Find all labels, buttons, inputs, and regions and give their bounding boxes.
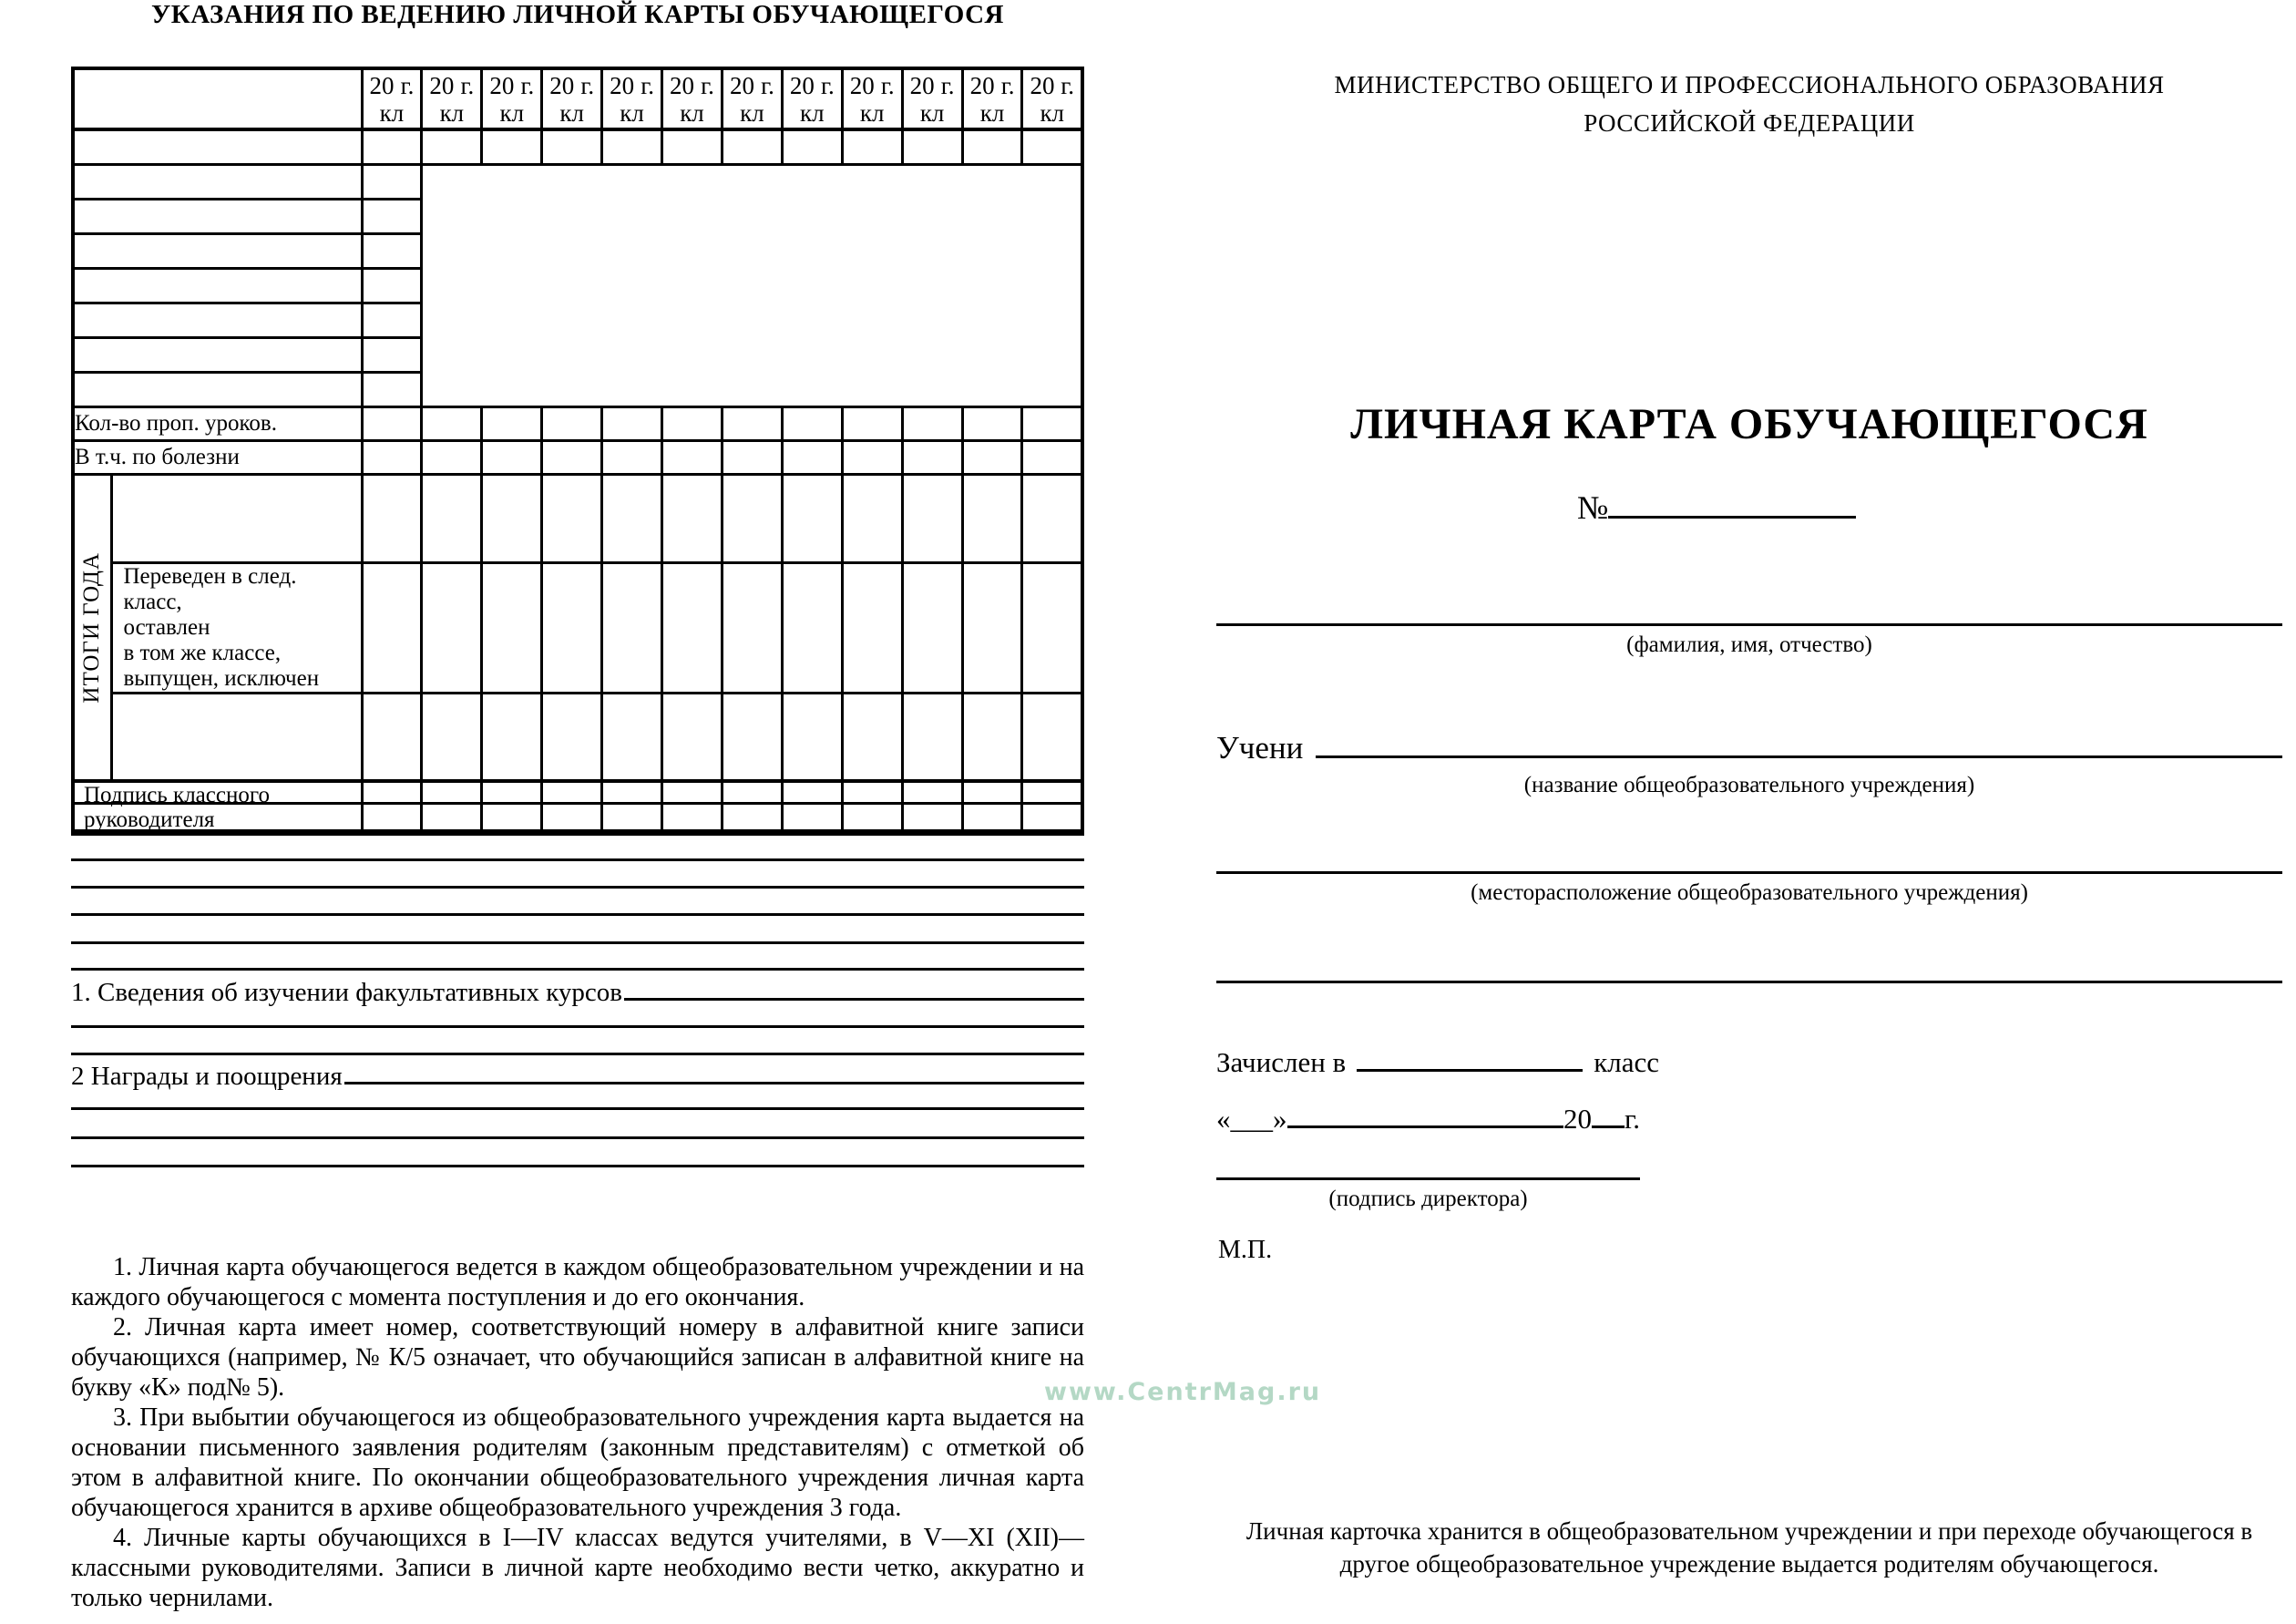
subject-blank-row [73, 129, 1082, 165]
signature-cell [662, 781, 723, 834]
grade-cell [782, 475, 842, 563]
year-class-header-cell [542, 68, 602, 129]
extra-blank-line [1216, 940, 2282, 983]
ruled-line [71, 1025, 1084, 1028]
school-location-caption: (месторасположение общеобразовательного учреждения) [1471, 880, 2028, 905]
grade-cell [722, 563, 782, 694]
ruled-line [71, 913, 1084, 916]
subject-name-cell [73, 269, 362, 303]
year-class-header-cell [482, 68, 542, 129]
year-label: 20 [429, 71, 455, 99]
full-name-blank-line [1216, 583, 2282, 626]
grade-cell [662, 129, 723, 165]
grade-cell [842, 563, 902, 694]
class-label: кл [800, 98, 825, 127]
title-page [1216, 0, 2282, 1624]
grade-cell [542, 441, 602, 475]
year-suffix-label: г. [580, 71, 595, 99]
school-location-blank-line [1216, 831, 2282, 874]
due-illness-row [73, 441, 1082, 475]
ruled-line [71, 968, 1084, 971]
year-results-empty-cell [111, 475, 362, 563]
signature-cell [842, 781, 902, 834]
grade-cell [782, 129, 842, 165]
year-label: 20 [489, 71, 515, 99]
instruction-paragraph-4: 4. Личные карты обучающихся в I—IV классах ведутся учителями, в V—XI (XII)—классными руководителями. Записи в личной карте необходимо вести четко, аккуратно и только чернилами. [71, 1524, 1084, 1612]
year-header-line [483, 72, 540, 99]
class-label: кл [680, 98, 704, 127]
grade-cell [842, 129, 902, 165]
grade-cell [1022, 563, 1082, 694]
promotion-line: Переведен в след. класс, [123, 564, 297, 614]
promotion-label-cell [111, 563, 362, 694]
grade-cell [362, 694, 422, 782]
class-label: кл [919, 98, 945, 127]
grade-cell [422, 694, 482, 782]
grade-cell [902, 441, 962, 475]
grade-cell [542, 563, 602, 694]
class-word: класс [1594, 1046, 1660, 1078]
class-label: кл [979, 98, 1005, 127]
enrolled-class-blank [1357, 1041, 1583, 1072]
year-suffix-label: г. [940, 71, 955, 99]
class-label: кл [740, 98, 764, 127]
year-header-line [784, 72, 841, 99]
school-name-caption: (название общеобразовательного учреждения) [1523, 773, 1975, 797]
year-results-empty-cell [111, 694, 362, 782]
year-class-header-cell [362, 68, 422, 129]
grade-cell [902, 475, 962, 563]
student-row [1216, 724, 2282, 766]
grade-cell [662, 475, 723, 563]
grade-cell [602, 441, 662, 475]
year-class-header-cell [782, 68, 842, 129]
grade-cell [482, 441, 542, 475]
grade-cell [362, 165, 422, 200]
subject-blank-row [73, 165, 1082, 200]
year-label: 20 [789, 71, 815, 99]
ruled-line [71, 1165, 1084, 1167]
subject-blank-row [73, 373, 1082, 407]
ruled-line [71, 1136, 1084, 1139]
student-label: Учени [1216, 730, 1304, 766]
grade-cell [722, 694, 782, 782]
grade-cell [422, 563, 482, 694]
class-label: кл [620, 98, 644, 127]
form-title: ЛИЧНАЯ КАРТА ОБУЧАЮЩЕГОСЯ [1350, 400, 2148, 448]
grade-cell [422, 407, 482, 441]
signature-cell [422, 781, 482, 834]
due-illness-label: В т.ч. по болезни [73, 441, 362, 475]
enrolled-row [1216, 1041, 1659, 1079]
grade-cell [542, 694, 602, 782]
grade-cell [422, 129, 482, 165]
grade-cell [362, 234, 422, 269]
promotion-line: выпущен, исключен [123, 666, 320, 691]
year-suffix-label: г. [460, 71, 475, 99]
grade-cell [422, 475, 482, 563]
site-watermark: www.CentrMag.ru [1044, 1378, 1322, 1406]
grade-cell [362, 338, 422, 373]
grade-cell [662, 563, 723, 694]
grade-cell [782, 441, 842, 475]
subject-blank-row [73, 200, 1082, 234]
year-header-line [1023, 72, 1081, 99]
signature-cell [542, 781, 602, 834]
card-number-row [1577, 483, 1856, 527]
date-year-suffix: г. [1625, 1103, 1640, 1135]
grade-cell [902, 694, 962, 782]
year-results-row-empty-top [73, 475, 1082, 563]
director-signature-blank-line [1216, 1139, 1640, 1180]
ruled-line [71, 1107, 1084, 1110]
grade-cell [842, 407, 902, 441]
grade-cell [662, 407, 723, 441]
subject-name-cell [73, 200, 362, 234]
grade-cell [362, 303, 422, 338]
year-results-row-empty-bottom [73, 694, 1082, 782]
class-label: кл [1040, 98, 1065, 127]
grade-cell [482, 563, 542, 694]
year-suffix-label: г. [400, 71, 415, 99]
grade-cell [962, 563, 1022, 694]
grade-cell [1022, 694, 1082, 782]
instruction-paragraph-2: 2. Личная карта имеет номер, соответствующий номеру в алфавитной книге записи обучающихся (например, № К/5 означает, что обучающийся записан в алфавитной книге на букву «К» под№ 5). [71, 1313, 1084, 1402]
signature-cell [902, 781, 962, 834]
signature-cell [602, 781, 662, 834]
enrolled-label: Зачислен в [1216, 1046, 1347, 1078]
grade-cell [782, 563, 842, 694]
year-suffix-label: г. [761, 71, 774, 99]
year-class-header-cell [1022, 68, 1082, 129]
grade-cell [782, 407, 842, 441]
grade-cell [422, 441, 482, 475]
grade-cell [902, 407, 962, 441]
grade-cell [362, 475, 422, 563]
subject-name-cell [73, 373, 362, 407]
grade-cell [602, 407, 662, 441]
year-header-line [904, 72, 961, 99]
date-year-prefix: 20 [1563, 1103, 1593, 1135]
grade-cell [722, 407, 782, 441]
grade-cell [962, 129, 1022, 165]
director-signature-caption: (подпись директора) [1328, 1187, 1528, 1211]
ruled-line [71, 802, 1084, 805]
grade-cell [1022, 475, 1082, 563]
year-suffix-label: г. [1061, 71, 1074, 99]
promotion-line: оставлен [123, 615, 210, 640]
grade-cell [362, 407, 422, 441]
year-header-line [364, 72, 421, 99]
grade-cell [362, 129, 422, 165]
grade-cell [842, 694, 902, 782]
storage-note: Личная карточка хранится в общеобразовательном учреждении и при переходе обучающегося в другое общеобразовательное учреждение выдается родителям обучающегося. [1245, 1517, 2253, 1578]
grade-cell [722, 475, 782, 563]
year-suffix-label: г. [1000, 71, 1015, 99]
date-month-blank [1287, 1097, 1564, 1128]
year-header-line [723, 72, 781, 99]
year-class-header-cell [902, 68, 962, 129]
school-name-blank-line [1316, 724, 2282, 758]
teacher-signature-line: руководителя [84, 807, 215, 832]
ministry-heading [1216, 66, 2282, 142]
year-class-header-cell [422, 68, 482, 129]
ruled-line [71, 858, 1084, 861]
grade-cell [362, 200, 422, 234]
grade-cell [1022, 441, 1082, 475]
table-corner-cell [73, 68, 362, 129]
grade-cell [662, 694, 723, 782]
grade-cell [602, 694, 662, 782]
year-suffix-label: г. [880, 71, 895, 99]
grade-cell [482, 475, 542, 563]
grade-cell [902, 563, 962, 694]
signature-cell [722, 781, 782, 834]
instructions-text [71, 1252, 1084, 1613]
ruled-line [71, 886, 1084, 889]
subject-blank-row [73, 303, 1082, 338]
class-label: кл [859, 98, 885, 127]
grade-cell [362, 373, 422, 407]
ministry-line-1: МИНИСТЕРСТВО ОБЩЕГО И ПРОФЕССИОНАЛЬНОГО ОБРАЗОВАНИЯ [1334, 71, 2165, 98]
grade-cell [962, 694, 1022, 782]
instructions-title: УКАЗАНИЯ ПО ВЕДЕНИЮ ЛИЧНОЙ КАРТЫ ОБУЧАЮЩЕГОСЯ [150, 0, 1004, 29]
year-class-header-cell [722, 68, 782, 129]
year-label: 20 [610, 71, 635, 99]
grade-cell [602, 475, 662, 563]
year-header-line [663, 72, 721, 99]
year-class-header-cell [662, 68, 723, 129]
teacher-signature-label-cell [73, 781, 362, 834]
date-day-quote: «___» [1216, 1103, 1287, 1135]
signature-cell [962, 781, 1022, 834]
year-label: 20 [369, 71, 395, 99]
year-label: 20 [849, 71, 875, 99]
date-year-blank [1592, 1097, 1625, 1128]
instruction-paragraph-1: 1. Личная карта обучающегося ведется в каждом общеобразовательном учреждении и на каждого обучающегося с момента поступления и до его окончания. [71, 1253, 1084, 1311]
grade-cell [842, 441, 902, 475]
year-header-line [423, 72, 480, 99]
year-header-line [603, 72, 661, 99]
year-class-header-cell [602, 68, 662, 129]
grade-cell [722, 129, 782, 165]
subject-blank-row [73, 338, 1082, 373]
signature-cell [1022, 781, 1082, 834]
grade-cell [482, 694, 542, 782]
signature-cell [782, 781, 842, 834]
year-label: 20 [729, 71, 754, 99]
grade-cell [602, 563, 662, 694]
class-label: кл [499, 98, 525, 127]
ruled-line [71, 941, 1084, 944]
year-suffix-label: г. [701, 71, 714, 99]
year-results-vertical-label-cell [73, 475, 111, 782]
missed-lessons-label: Кол-во проп. уроков. [73, 407, 362, 441]
awards-label: 2 Награды и поощрения [71, 1062, 343, 1091]
class-label: кл [559, 98, 584, 127]
table-header-row [73, 68, 1082, 129]
class-label: кл [379, 98, 405, 127]
year-label: 20 [969, 71, 995, 99]
grade-cell [602, 129, 662, 165]
grade-cell [542, 129, 602, 165]
year-suffix-label: г. [641, 71, 655, 99]
number-sign: № [1577, 489, 1609, 526]
grade-cell [362, 441, 422, 475]
grade-cell [362, 269, 422, 303]
subject-name-cell [73, 165, 362, 200]
full-name-caption: (фамилия, имя, отчество) [1626, 632, 1872, 657]
facultative-courses-blank-line [624, 971, 1084, 1001]
grade-cell [782, 694, 842, 782]
grade-cell [962, 441, 1022, 475]
subject-blank-row [73, 269, 1082, 303]
year-results-label: ИТОГИ ГОДА [79, 551, 105, 704]
grade-cell [482, 129, 542, 165]
year-label: 20 [909, 71, 935, 99]
card-number-blank [1608, 483, 1856, 519]
grade-cell [482, 407, 542, 441]
promotion-row [73, 563, 1082, 694]
grade-cell [962, 475, 1022, 563]
teacher-signature-row [73, 781, 1082, 834]
awards-blank-line [344, 1055, 1084, 1084]
missed-lessons-row [73, 407, 1082, 441]
year-label: 20 [549, 71, 575, 99]
grade-cell [362, 563, 422, 694]
facultative-courses-label: 1. Сведения об изучении факультативных курсов [71, 978, 622, 1007]
grade-cell [722, 441, 782, 475]
signature-cell [362, 781, 422, 834]
subject-blank-row [73, 234, 1082, 269]
grade-cell [902, 129, 962, 165]
awards-section [71, 1055, 1084, 1092]
year-header-line [964, 72, 1021, 99]
grade-cell [842, 475, 902, 563]
teacher-signature-line: Подпись классного [84, 783, 270, 807]
subject-name-cell [73, 234, 362, 269]
year-header-line [844, 72, 901, 99]
instruction-paragraph-3: 3. При выбытии обучающегося из общеобразовательного учреждения карта выдается на основании письменного заявления родителям (законным представителям) с отметкой об этом в алфавитной книге. По окончании общеобразовательного учреждения личная карта обучающегося хранится в архиве общеобразовательного учреждения 3 года. [71, 1403, 1084, 1522]
subject-name-cell [73, 303, 362, 338]
facultative-courses-section [71, 971, 1084, 1008]
year-class-header-cell [842, 68, 902, 129]
ruled-line [71, 829, 1084, 832]
year-class-header-cell [962, 68, 1022, 129]
grades-table [71, 67, 1084, 836]
grade-cell [1022, 129, 1082, 165]
grade-cell [1022, 407, 1082, 441]
grade-cell [542, 407, 602, 441]
enrollment-date-row [1216, 1097, 1640, 1136]
grade-cell [662, 441, 723, 475]
grade-cell [962, 407, 1022, 441]
year-header-line [543, 72, 600, 99]
ministry-line-2: РОССИЙСКОЙ ФЕДЕРАЦИИ [1584, 109, 1915, 137]
grade-cell [542, 475, 602, 563]
class-label: кл [439, 98, 465, 127]
year-label: 20 [1030, 71, 1055, 99]
signature-cell [482, 781, 542, 834]
subject-name-cell [73, 129, 362, 165]
year-label: 20 [670, 71, 695, 99]
subject-name-cell [73, 338, 362, 373]
year-suffix-label: г. [520, 71, 535, 99]
stamp-place-label: М.П. [1218, 1236, 1273, 1264]
promotion-line: в том же классе, [123, 641, 282, 665]
year-suffix-label: г. [820, 71, 835, 99]
